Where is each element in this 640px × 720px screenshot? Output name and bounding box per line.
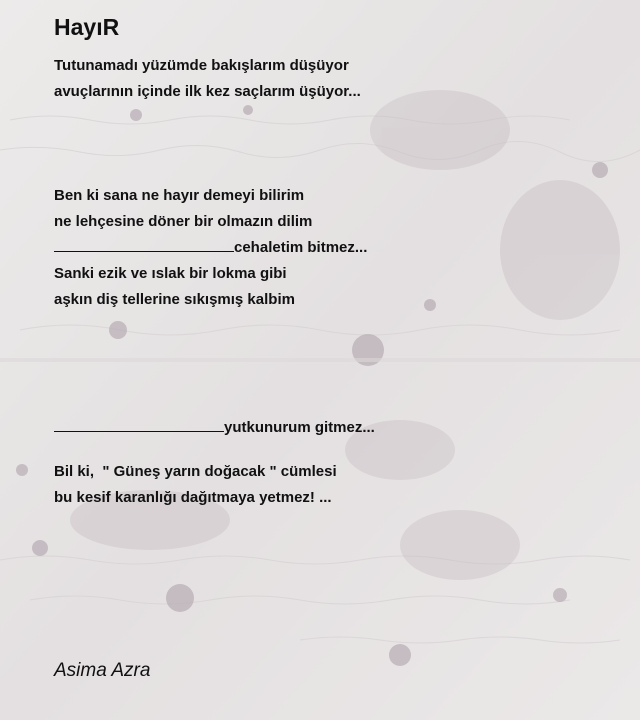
- poem-line: Sanki ezik ve ıslak bir lokma gibi: [54, 265, 287, 282]
- stanza-2: [54, 183, 620, 313]
- stanza-4: [54, 459, 620, 511]
- poem-line: avuçlarının içinde ilk kez saçlarım üşüyor...: [54, 83, 361, 100]
- poem-line-text: cehaletim bitmez...: [234, 239, 368, 256]
- stanza-3: [54, 415, 620, 441]
- poem-line-with-blank: [54, 415, 620, 441]
- poem-line-text: yutkunurum gitmez...: [224, 419, 375, 436]
- poem-line: Bil ki, " Güneş yarın doğacak " cümlesi: [54, 463, 337, 480]
- stanza-1: [54, 53, 620, 105]
- poem-content: [54, 12, 620, 511]
- poem-line: Ben ki sana ne hayır demeyi bilirim: [54, 187, 305, 204]
- blank-underline: [54, 417, 224, 432]
- poem-line: aşkın diş tellerine sıkışmış kalbim: [54, 291, 295, 308]
- blank-underline: [54, 237, 234, 252]
- poem-line-with-blank: [54, 235, 620, 261]
- poem-line: Tutunamadı yüzümde bakışlarım düşüyor: [54, 57, 349, 74]
- poem-line: ne lehçesine döner bir olmazın dilim: [54, 213, 313, 230]
- poem-author: Asima Azra: [54, 660, 151, 681]
- poem-title: HayıR: [54, 14, 120, 40]
- poem-line: bu kesif karanlığı dağıtmaya yetmez! ...: [54, 489, 332, 506]
